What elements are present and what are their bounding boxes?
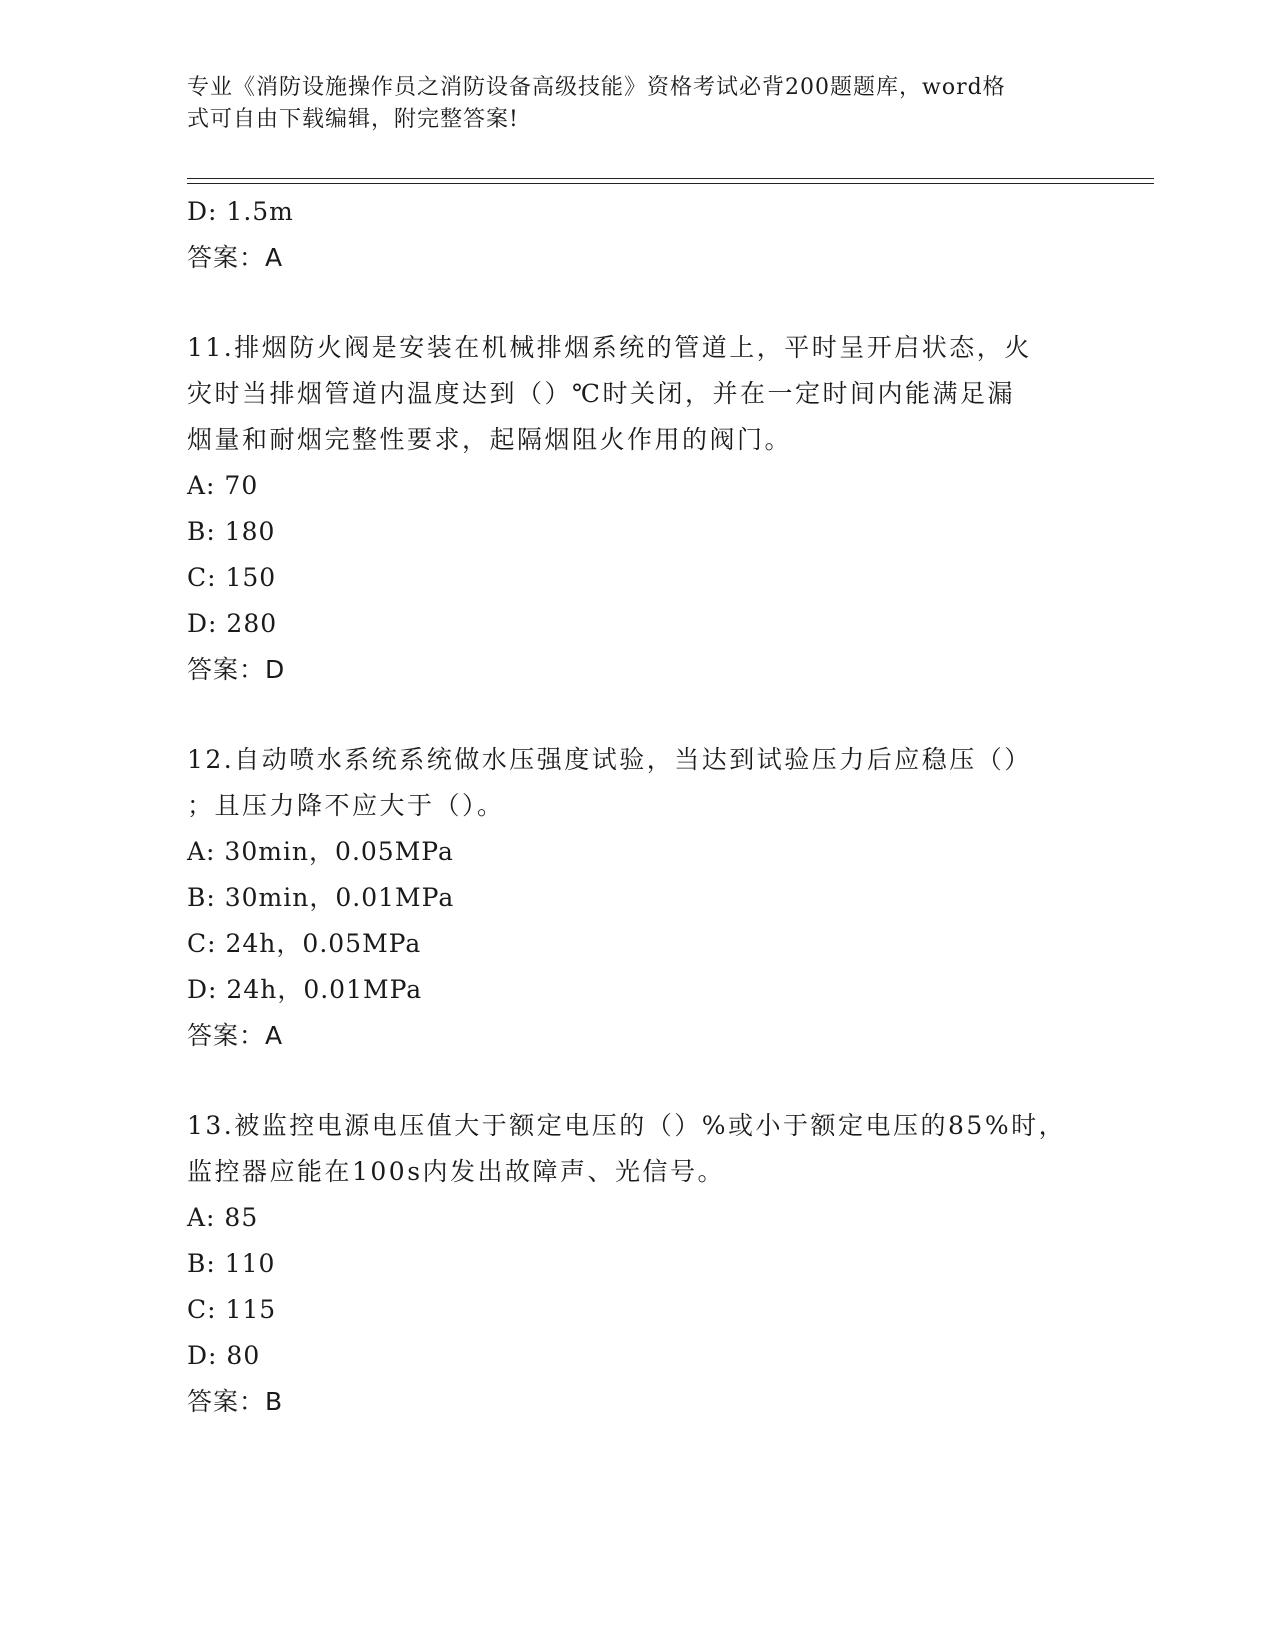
option-a: A: 70	[187, 471, 259, 500]
header-divider-top	[187, 178, 1154, 179]
document-header	[187, 72, 1067, 136]
option-b: B: 110	[187, 1249, 276, 1278]
prev-option-d: D: 1.5m	[187, 197, 294, 226]
question-text-line: 烟量和耐烟完整性要求，起隔烟阻火作用的阀门。	[187, 425, 793, 454]
prev-answer: 答案：A	[187, 243, 284, 272]
option-d: D: 80	[187, 1341, 261, 1370]
option-c: C: 24h，0.05MPa	[187, 929, 422, 958]
question-text-line: 12.自动喷水系统系统做水压强度试验，当达到试验压力后应稳压（）	[187, 745, 1032, 774]
question-text-line: 13.被监控电源电压值大于额定电压的（）%或小于额定电压的85%时，	[187, 1111, 1067, 1140]
answer: 答案：D	[187, 655, 286, 684]
question-text-line: 监控器应能在100s内发出故障声、光信号。	[187, 1157, 726, 1186]
option-a: A: 30min，0.05MPa	[187, 837, 454, 866]
question-11	[187, 325, 1087, 693]
header-line-1: 专业《消防设施操作员之消防设备高级技能》资格考试必背200题题库，word格	[187, 75, 1006, 100]
question-text	[187, 737, 1067, 829]
question-text	[187, 325, 1067, 463]
question-text	[187, 1103, 1067, 1195]
question-12	[187, 737, 1087, 1059]
answer: 答案：A	[187, 1021, 284, 1050]
option-c: C: 115	[187, 1295, 277, 1324]
question-13	[187, 1103, 1087, 1425]
option-d: D: 280	[187, 609, 278, 638]
question-list	[187, 189, 1087, 1425]
option-c: C: 150	[187, 563, 277, 592]
answer: 答案：B	[187, 1387, 284, 1416]
question-text-line: 11.排烟防火阀是安装在机械排烟系统的管道上，平时呈开启状态，火	[187, 333, 1032, 362]
header-line-2: 式可自由下载编辑，附完整答案!	[187, 107, 519, 132]
option-d: D: 24h，0.01MPa	[187, 975, 423, 1004]
option-b: B: 180	[187, 517, 276, 546]
question-text-line: 灾时当排烟管道内温度达到（）℃时关闭，并在一定时间内能满足漏	[187, 379, 1015, 408]
question-text-line: ；且压力降不应大于（）。	[187, 791, 505, 820]
option-b: B: 30min，0.01MPa	[187, 883, 455, 912]
header-divider-bottom	[187, 183, 1154, 184]
option-a: A: 85	[187, 1203, 259, 1232]
